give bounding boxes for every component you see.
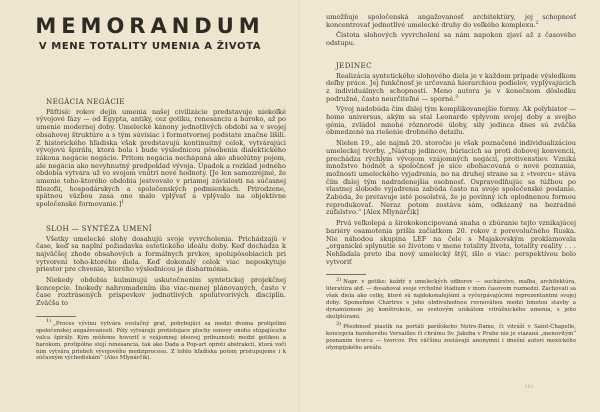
section-heading-sloh: SLOH — SYNTÉZA UMENÍ [46,223,152,233]
footnote [326,321,576,352]
footnote-text: Napr. v gotike: každý z umeleckých odborov — sochárstvo, maľba, architektúra, literatúra atď. — dosahoval svoje vrcholné štádium v inom časovom rozmedzí. Zachovali sa však diela ako celky, ktoré sú najdokonalejšími a vyčerpávajúcimi reprezentantmi svojej doby. Spomeňme Chártres s jeho obdivuhodnou rovnováhou medzi hmotou stavby a dynamizmom jej konštrukcie, so svetovým unikátom vitrážnického umenia, s jeho skulptúrami. [326,279,576,320]
paragraph [326,14,576,29]
footnote-ref[interactable]: 3 [455,94,459,100]
paragraph [326,73,576,104]
paragraph-text: Päťtisíc rokov dejín umenia našej civilizácie predstavuje niekoľké vývojové fázy — od Egypta, antiky, cez gotiku, renesanciu a baroko, až po umenie modernej doby. Umelecké kánony jednotlivých období sa v svojej obsahovej štruktúre a s tým súvisiac i formotvornej podstate značne líšili. Z historického hľadiska však predstavujú kontinuitný celok, vytvárajúci vývojovú špirálu, ktorá bola i bude výslednicou pôsobenia dialektického zákona negácie negácie. Pritom negácia nechápaná ako absolútny pojem, ale negácia ako nevyhnutný predpoklad vývoja. Úpadok a rozklad jedného obdobia vytvára už vo svojom vnútri nové hodnoty. [Je len samozrejmé, že umenie toho-ktorého obdobia jestvovalo v priamej závislosti na súčasnej filozofii, hospodárskych a spoločenských podmienkach. Prirodzene, spätnou väzbou zasa ono malo vplývať a vplývalo na objektívne spoločenské formovanie.] [36,107,286,209]
footnote-text: „Proces vývinu vytvára evolučný graf, pohybujúci sa medzi dvoma protipólmi spoločenskej angažovanosti. Póly vytvárajú protistojace plochy osnovy onoho stúpajúceho valca špirály. Kým môžeme hovoriť o vzájomnej ideovej príbuznosti medzi gotikou a barokom, protipólne stojí renesancia, tak ako Dada a Pop-art oproti abstrakcii, ktorá voči nim vytvára priebeh vývojového medziprocesu. Z tohto hľadiska potom pristupujeme i k súčasným východiskám“ (Ales Mlynárčik). [36,320,286,362]
footnote-mark: 3) [336,321,342,328]
paragraph: Všetky umelecké slohy dosahujú svoje vyvrcholenia. Prichádzajú v čase, keď sa naplní požiadavka estetického ideálu doby. Keď dochádza k najväčšej zhode obsahových a formálnych prvkov, spolupôsobiacich pri vytvorení toho-ktorého diela. Keď dokonalý celok viac neposkytuje priestor pre chvenie, ktorého výslednicou je disharmónia. [36,234,286,274]
footnote-divider [326,274,366,275]
footnote-mark: 1) [46,318,52,325]
left-column [36,98,286,365]
paragraph [36,109,286,209]
page-subtitle: V MENE TOTALITY UMENIA A ŽIVOTA [38,41,262,52]
paragraph-text: umožňuje spoločenská angažovanosť architektúry, jej schopnosť koncentrovať jednotlivé umelecké druhy do veľkého komplexu. [326,13,576,29]
page-title: MEMORANDUM [35,14,265,38]
paragraph: Čistota slohových vyvrcholení sa nám napokon zjaví až z časového odstupu. [326,31,576,48]
paragraph: Prvá veľkolepá a širokokoncipovaná snaha o zbúranie tejto vznikajúcej bariéry osamotenia prišla začiatkom 20. rokov z porevolučného Ruska. Nie náhodou skupina LEF na čele s Majakovským proklamovala „organické splynutie so životom v mene totality života, totality reality . . . Nehľadala preto iba nový umelecký štýl, išlo o viac: perspektívou bolo vytvoriť [326,219,576,266]
page-number: 181 [524,384,534,390]
right-column [326,14,576,354]
paragraph: Nielen 19., ale najmä 20. storočie je však poznačené individualizáciou umeleckej tvorby. „Nástup jedincov, búriacich sa proti dobovej konvencii, prechádza rýchlym vývojom vzájomných negácií, protivenstiev. Vzniká množstvo hodnôt a spoločnosť je síce obohacovaná o nové poznania, možnosti umeleckého vyjadrenia, no na druhej strane sa z »tvorcu« stáva čím ďalej tým nadradenejšia osobnosť. Ospravedlňujúc sa túžbou po vlastnej slobode vyjadrenia zabúda často na svoje spoločenské poslanie. Zabúda, že pretavuje isté posolstvá, že je povinný ich oplodnenou formou reprodukovať. Neraz potom zostáva sám, odkázaný na bezradné zúfalstvo.“ [Alex Mlynárčik] [326,139,576,217]
footnote-ref[interactable]: 1 [121,199,125,205]
right-page [300,0,600,412]
footnote-mark: 2) [336,276,342,283]
paragraph: Vývoj nadobúda čím ďalej tým komplikovanejšie formy. Ak polyhistor — homo universus, akým sa stal Leonardo vplyvom svojej doby a svojho génia, zvládol mnohé rôznorodé úlohy, sily jedinca dnes sú zväčša obmedzené na riešenie drobného detailu. [326,105,576,137]
footnote-text: Pôsobnosť plastík na portáli parížskeho Notre-Dame, či vitráží v Saint-Chapelle, koncepcia barokového Versailles či chrámu Sv. Jakuba v Prahe nie je viazaná „menovitým“ poznaním tvorcu — tvorcov. Pre väčšinu zostávajú anonymní i dnešní autori mexického olympijského areálu. [326,323,576,351]
footnote [326,276,576,320]
paragraph: Niekedy obdobia kulminujú uskutočnením syntetickej projekčnej koncepcie. Inokedy nahromadením iba viac-menej plánovaných, často v čase roztrúsených príspevkov jednotlivých spolutvorivých disciplín. Zväčša to [36,276,286,308]
footnote [36,318,286,362]
footnote-divider [36,316,76,317]
paragraph-text: Realizácia syntetického slohového diela je v každom prípade výsledkom deľby práce. Jej funkčnosť je určovaná hierarchiou podielov, vyplývajúcich z individuálnych schopností. Meno autora je v konečnom dôsledku podružné, často neurčiteľné — sporné. [326,71,576,103]
section-heading-negacia: NEGÁCIA NEGÁCIE [46,97,125,106]
section-heading-jedinec: JEDINEC [336,60,372,70]
footnote-ref[interactable]: 2 [535,20,539,26]
